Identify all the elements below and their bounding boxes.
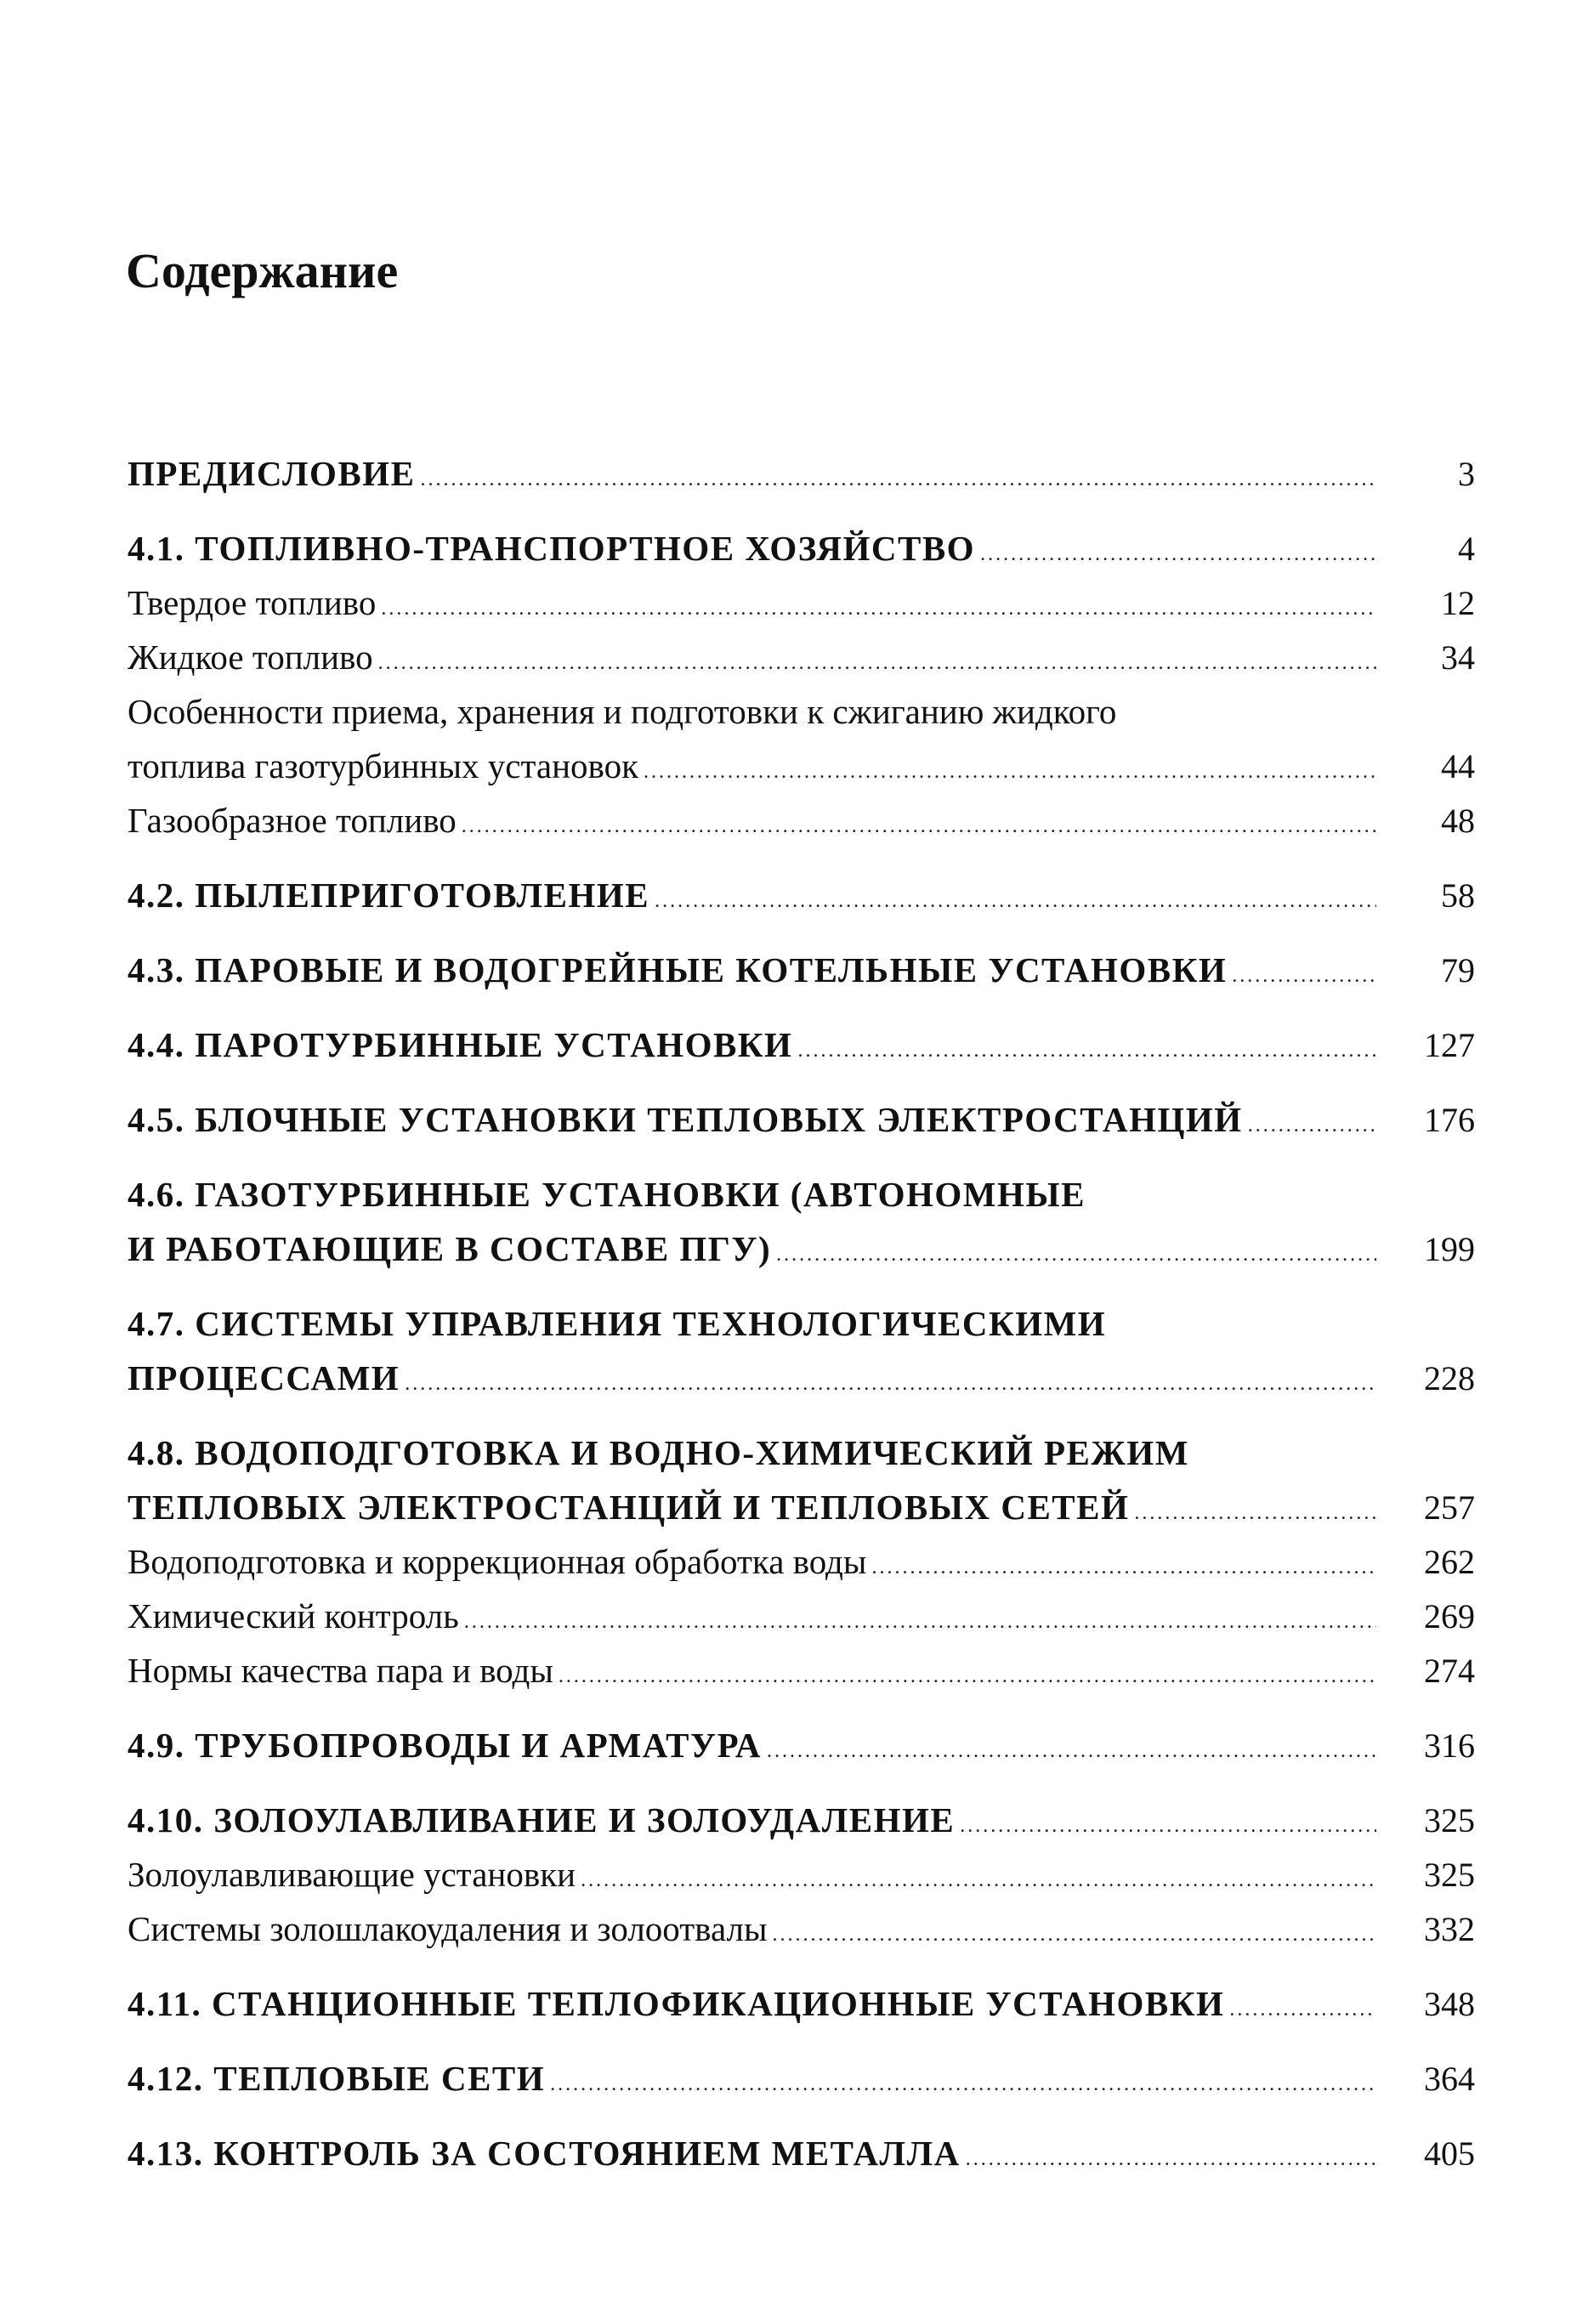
toc-subsection-entry [128, 630, 1475, 684]
toc-section-entry [128, 1167, 1475, 1276]
dot-leader [960, 1815, 1376, 1838]
dot-leader [559, 1665, 1376, 1688]
dot-leader [966, 2148, 1376, 2171]
toc-entry-title: топлива газотурбинных установок [128, 746, 639, 785]
toc-entry-line [128, 1643, 1475, 1698]
toc-entry-line [128, 1902, 1475, 1956]
toc-entry-line [128, 1718, 1475, 1772]
toc-entry-line [128, 1351, 1475, 1405]
toc-entry-line [128, 1847, 1475, 1902]
toc-entry-title: Жидкое топливо [128, 638, 373, 677]
toc-entry-title: Системы золошлакоудаления и золоотвалы [128, 1909, 768, 1948]
dot-leader [767, 1740, 1376, 1763]
toc-entry-line [128, 2126, 1475, 2180]
toc-page-number: 228 [1424, 1359, 1475, 1397]
toc-subsection-entry [128, 793, 1475, 847]
dot-leader [462, 815, 1376, 838]
toc-entry-title: Твердое топливо [128, 583, 377, 622]
toc-section-entry [128, 2051, 1475, 2106]
toc-entry-title: 4.2. ПЫЛЕПРИГОТОВЛЕНИЕ [128, 876, 650, 915]
toc-entry-line [128, 1480, 1475, 1534]
toc-page-number: 34 [1441, 638, 1475, 677]
toc-section-entry [128, 1718, 1475, 1772]
toc-entry-title-line: 4.8. ВОДОПОДГОТОВКА И ВОДНО-ХИМИЧЕСКИЙ РЕЖИМ [128, 1433, 1189, 1472]
toc-entry-line [128, 1017, 1475, 1072]
toc-page-number: 3 [1458, 455, 1475, 493]
dot-leader [464, 1611, 1376, 1634]
toc-entry-line [128, 2051, 1475, 2106]
toc-entry-title-line: Особенности приема, хранения и подготовки к сжиганию жидкого [128, 692, 1117, 731]
toc-entry-title: Газообразное топливо [128, 801, 457, 840]
toc-page-number: 274 [1424, 1652, 1475, 1690]
toc-page-number: 364 [1424, 2060, 1475, 2098]
toc-entry-line [128, 1534, 1475, 1589]
toc-page-number: 325 [1424, 1856, 1475, 1894]
toc-section-entry [128, 1017, 1475, 1072]
dot-leader [776, 1244, 1376, 1267]
toc-entry-title: Нормы качества пара и воды [128, 1651, 553, 1690]
toc-page-number: 12 [1441, 584, 1475, 622]
toc-page-number: 58 [1441, 876, 1475, 915]
toc-page-number: 332 [1424, 1910, 1475, 1948]
toc-entry-line [128, 1222, 1475, 1276]
toc-page-number: 4 [1458, 530, 1475, 568]
toc-page-number: 405 [1424, 2134, 1475, 2173]
toc-page-number: 79 [1441, 951, 1475, 989]
toc-subsection-entry [128, 1643, 1475, 1698]
toc-entry-line [128, 1976, 1475, 2031]
toc-entry-title: 4.12. ТЕПЛОВЫЕ СЕТИ [128, 2059, 546, 2098]
toc-entry-title-line: 4.6. ГАЗОТУРБИННЫЕ УСТАНОВКИ (АВТОНОМНЫЕ [128, 1175, 1086, 1214]
toc-entry-line [128, 793, 1475, 847]
toc-page-number: 348 [1424, 1985, 1475, 2023]
toc-entry-title: Золоулавливающие установки [128, 1855, 576, 1894]
dot-leader [1248, 1114, 1376, 1137]
toc-entry-title: 4.9. ТРУБОПРОВОДЫ И АРМАТУРА [128, 1726, 762, 1765]
toc-entry-title: ПРОЦЕССАМИ [128, 1358, 400, 1397]
dot-leader [980, 543, 1376, 566]
toc-section-entry [128, 1092, 1475, 1147]
toc-page-number: 48 [1441, 802, 1475, 840]
toc-entry-line [128, 521, 1475, 575]
dot-leader [871, 1556, 1376, 1579]
toc-section-entry [128, 1426, 1475, 1534]
toc-section-entry [128, 1296, 1475, 1405]
toc-entry-title: И РАБОТАЮЩИЕ В СОСТАВЕ ПГУ) [128, 1229, 772, 1268]
toc-entry-title: 4.1. ТОПЛИВНО-ТРАНСПОРТНОЕ ХОЗЯЙСТВО [128, 529, 976, 568]
toc-entry-title: 4.11. СТАНЦИОННЫЕ ТЕПЛОФИКАЦИОННЫЕ УСТАНОВКИ [128, 1984, 1225, 2023]
toc-subsection-entry [128, 1534, 1475, 1589]
toc-subsection-entry [128, 1589, 1475, 1643]
dot-leader [655, 890, 1376, 913]
dot-leader [581, 1869, 1376, 1892]
toc-entry-line [128, 1793, 1475, 1847]
toc-page-number: 269 [1424, 1597, 1475, 1635]
toc-page-number: 262 [1424, 1543, 1475, 1581]
toc-page-number: 176 [1424, 1101, 1475, 1139]
toc-section-entry [128, 868, 1475, 922]
toc-entry-line [128, 943, 1475, 997]
table-of-contents [128, 446, 1475, 2180]
toc-page-number: 199 [1424, 1230, 1475, 1268]
toc-entry-line [128, 739, 1475, 793]
dot-leader [644, 761, 1376, 784]
toc-subsection-entry [128, 1847, 1475, 1902]
dot-leader [1232, 965, 1376, 988]
dot-leader [797, 1040, 1376, 1063]
toc-entry-title: 4.13. КОНТРОЛЬ ЗА СОСТОЯНИЕМ МЕТАЛЛА [128, 2134, 961, 2173]
toc-section-entry [128, 1793, 1475, 1847]
toc-subsection-entry [128, 684, 1475, 793]
toc-entry-line [128, 868, 1475, 922]
toc-section-entry [128, 2126, 1475, 2180]
dot-leader [421, 468, 1377, 491]
toc-section-entry [128, 521, 1475, 575]
toc-entry-title: Химический контроль [128, 1596, 459, 1635]
toc-page-number: 257 [1424, 1488, 1475, 1527]
toc-entry-line [128, 630, 1475, 684]
toc-entry-line [128, 1589, 1475, 1643]
dot-leader [1229, 1998, 1376, 2021]
toc-entry-line [128, 1092, 1475, 1147]
page-title: Содержание [126, 243, 399, 298]
toc-entry-title: 4.4. ПАРОТУРБИННЫЕ УСТАНОВКИ [128, 1025, 793, 1064]
dot-leader [773, 1924, 1376, 1947]
dot-leader [381, 598, 1376, 621]
toc-entry-title: 4.10. ЗОЛОУЛАВЛИВАНИЕ И ЗОЛОУДАЛЕНИЕ [128, 1800, 956, 1839]
toc-subsection-entry [128, 1902, 1475, 1956]
toc-entry-title-line: 4.7. СИСТЕМЫ УПРАВЛЕНИЯ ТЕХНОЛОГИЧЕСКИМИ [128, 1304, 1107, 1343]
toc-entry-title: Водоподготовка и коррекционная обработка воды [128, 1542, 867, 1581]
dot-leader [1134, 1502, 1376, 1525]
dot-leader [550, 2073, 1376, 2096]
toc-subsection-entry [128, 575, 1475, 630]
toc-page-number: 44 [1441, 747, 1475, 785]
toc-page-number: 316 [1424, 1726, 1475, 1765]
toc-entry-title: 4.5. БЛОЧНЫЕ УСТАНОВКИ ТЕПЛОВЫХ ЭЛЕКТРОСТАНЦИЙ [128, 1100, 1243, 1139]
toc-entry-line [128, 575, 1475, 630]
toc-entry-title: ПРЕДИСЛОВИЕ [128, 454, 416, 493]
toc-entry-line [128, 446, 1475, 501]
toc-entry-title: 4.3. ПАРОВЫЕ И ВОДОГРЕЙНЫЕ КОТЕЛЬНЫЕ УСТАНОВКИ [128, 950, 1228, 989]
toc-section-entry [128, 1976, 1475, 2031]
toc-section-entry [128, 446, 1475, 501]
toc-page-number: 325 [1424, 1801, 1475, 1839]
dot-leader [405, 1373, 1376, 1396]
toc-page-number: 127 [1424, 1026, 1475, 1064]
dot-leader [378, 652, 1376, 675]
toc-section-entry [128, 943, 1475, 997]
toc-entry-title: ТЕПЛОВЫХ ЭЛЕКТРОСТАНЦИЙ И ТЕПЛОВЫХ СЕТЕЙ [128, 1488, 1130, 1527]
